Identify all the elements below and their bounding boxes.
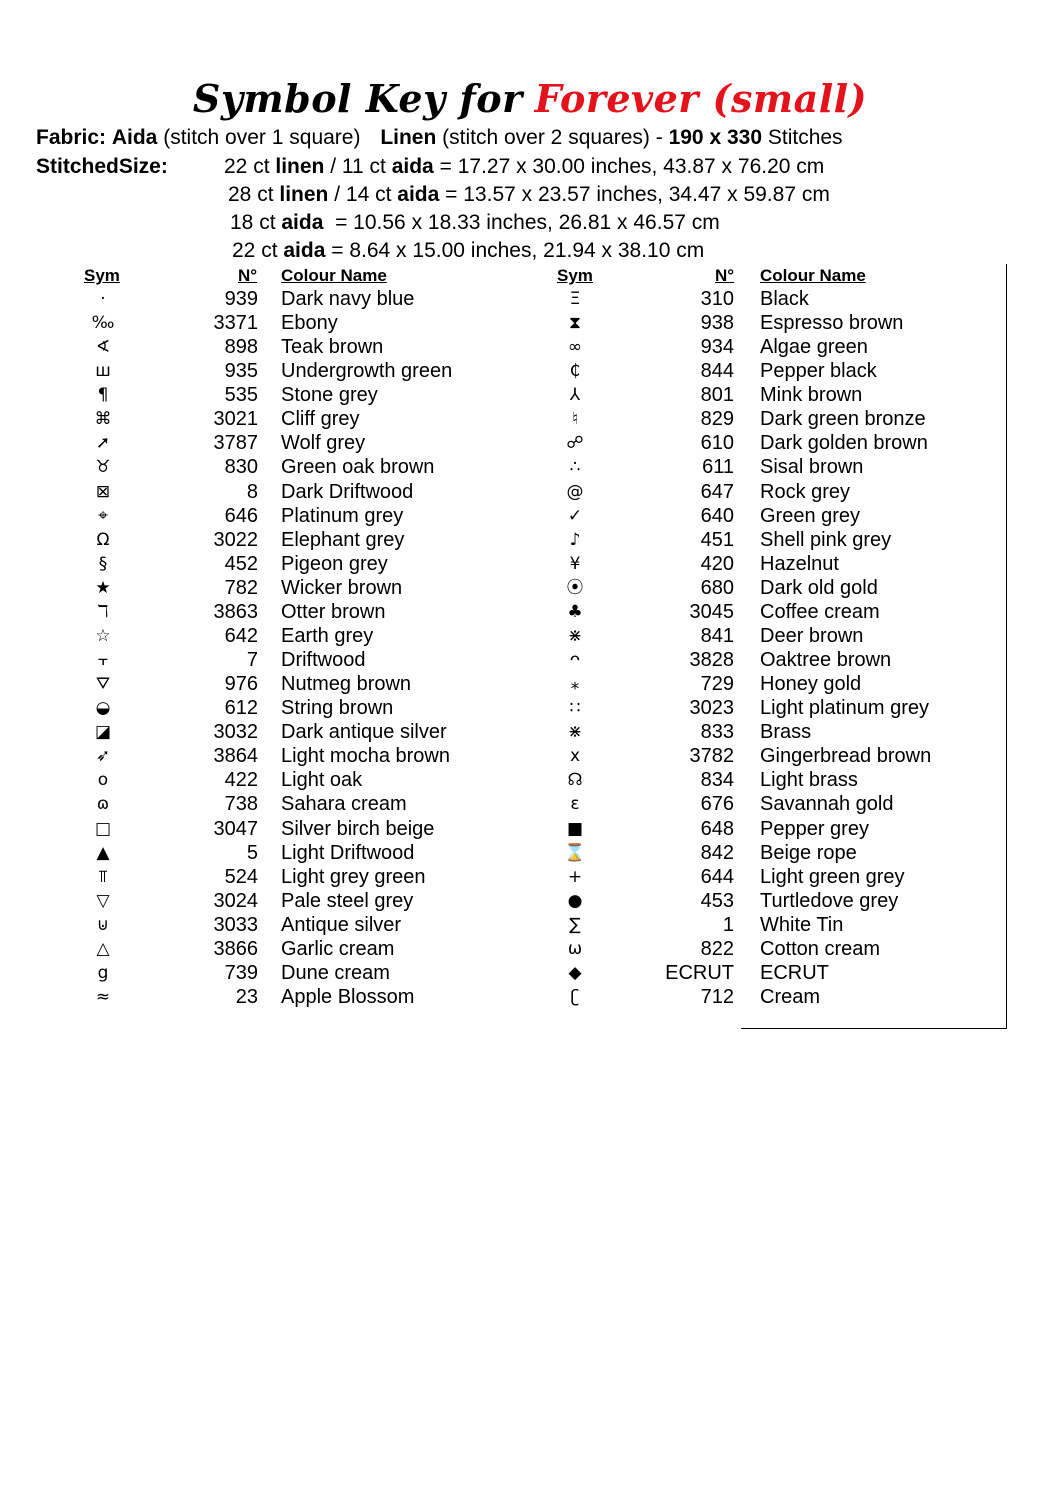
symbol: ⅄ xyxy=(569,385,581,406)
dmc-number: 830 xyxy=(224,456,258,479)
colour-name: Light brass xyxy=(760,769,858,792)
symbol: ➚ xyxy=(95,433,111,454)
dmc-number: 1 xyxy=(722,913,734,936)
symbol: △ xyxy=(96,938,110,959)
colour-name: Shell pink grey xyxy=(760,528,892,551)
symbol: ■ xyxy=(566,818,584,839)
symbol: ♣ xyxy=(567,601,583,622)
colour-name: String brown xyxy=(281,697,394,720)
colour-name: Cliff grey xyxy=(281,408,360,431)
dmc-number: 829 xyxy=(700,408,734,431)
symbol: g xyxy=(97,962,109,983)
symbol: ʗ xyxy=(570,987,580,1008)
symbol: □ xyxy=(94,818,112,839)
dmc-number: 676 xyxy=(700,793,734,816)
fabric-linen: Linen xyxy=(380,126,437,149)
symbol: ⫪ xyxy=(98,866,108,887)
symbol: ★ xyxy=(95,577,111,598)
title-prefix: Symbol Key for xyxy=(192,76,523,121)
key-row xyxy=(0,383,1060,407)
stitched-size-label: StitchedSize: xyxy=(36,155,168,178)
dmc-number: 841 xyxy=(700,624,734,647)
dmc-number: 3023 xyxy=(689,697,734,720)
dmc-number: 610 xyxy=(700,432,734,455)
size-pre: 22 ct xyxy=(224,155,270,178)
dmc-number: 452 xyxy=(224,552,258,575)
dmc-number: 3024 xyxy=(213,889,258,912)
symbol: ∢ xyxy=(95,337,111,358)
symbol: ☆ xyxy=(95,625,111,646)
key-row xyxy=(0,552,1060,576)
dmc-number: 3047 xyxy=(213,817,258,840)
symbol: + xyxy=(567,866,583,887)
colour-name: Deer brown xyxy=(760,624,864,647)
colour-name: Apple Blossom xyxy=(281,986,415,1009)
size-dimensions: = 8.64 x 15.00 inches, 21.94 x 38.10 cm xyxy=(331,239,705,262)
colour-name: Light Driftwood xyxy=(281,841,415,864)
colour-name: Otter brown xyxy=(281,600,386,623)
key-row xyxy=(0,287,1060,311)
symbol: ω xyxy=(567,938,583,959)
colour-name: Light oak xyxy=(281,769,363,792)
colour-name: Garlic cream xyxy=(281,937,395,960)
symbol: ➶ xyxy=(95,746,111,767)
symbol: ₵ xyxy=(569,361,581,382)
fabric-aida: Aida xyxy=(111,126,158,149)
key-row xyxy=(0,311,1060,335)
symbol: ⦿ xyxy=(566,577,584,598)
size-dimensions: = 10.56 x 18.33 inches, 26.81 x 46.57 cm xyxy=(329,211,720,234)
colour-name: Platinum grey xyxy=(281,504,404,527)
symbol: ∑ xyxy=(569,914,581,935)
colour-name: Pigeon grey xyxy=(281,552,388,575)
dmc-number: 7 xyxy=(246,649,258,672)
key-row xyxy=(0,335,1060,359)
colour-name: Dark antique silver xyxy=(281,721,447,744)
dmc-number: 3045 xyxy=(689,600,734,623)
colour-name: Dune cream xyxy=(281,961,390,984)
key-row xyxy=(0,889,1060,913)
colour-name: Light mocha brown xyxy=(281,745,450,768)
symbol: @ xyxy=(566,481,584,502)
symbol: ⛛ xyxy=(95,674,111,695)
dmc-number: 640 xyxy=(700,504,734,527)
colour-name: Elephant grey xyxy=(281,528,405,551)
symbol: ⫟ xyxy=(97,650,109,671)
colour-name: Sisal brown xyxy=(760,456,864,479)
colour-name: Turtledove grey xyxy=(760,889,899,912)
dmc-number: 935 xyxy=(224,360,258,383)
dmc-number: 3782 xyxy=(689,745,734,768)
dmc-number: 611 xyxy=(702,456,734,479)
dmc-number: 3864 xyxy=(213,745,258,768)
dmc-number: 834 xyxy=(700,769,734,792)
dmc-number: 738 xyxy=(224,793,258,816)
symbol: ◒ xyxy=(95,698,111,719)
symbol: ⋇ xyxy=(567,722,583,743)
symbol: ⊍ xyxy=(96,914,110,935)
colour-name: Dark old gold xyxy=(760,576,878,599)
colour-name: Wolf grey xyxy=(281,432,366,455)
size-line xyxy=(232,239,704,263)
dmc-number: 612 xyxy=(224,697,258,720)
symbol: x xyxy=(569,746,581,767)
colour-name: Antique silver xyxy=(281,913,402,936)
symbol: o xyxy=(97,770,109,791)
dmc-number: 3828 xyxy=(689,649,734,672)
key-row xyxy=(0,961,1060,985)
dmc-number: ECRUT xyxy=(665,961,734,984)
symbol: ‰ xyxy=(91,313,115,334)
size-dimensions: = 13.57 x 23.57 inches, 34.47 x 59.87 cm xyxy=(445,183,830,206)
key-row xyxy=(0,480,1060,504)
colour-name: Cream xyxy=(760,986,821,1009)
colour-name: Pepper grey xyxy=(760,817,869,840)
symbol: ⋇ xyxy=(567,625,583,646)
size-line xyxy=(224,155,824,179)
dmc-number: 938 xyxy=(700,312,734,335)
size-pre: 18 ct xyxy=(230,211,276,234)
key-row xyxy=(0,720,1060,744)
symbol: ♉ xyxy=(95,457,111,478)
key-row xyxy=(0,768,1060,792)
colour-name: Mink brown xyxy=(760,384,863,407)
colour-name: White Tin xyxy=(760,913,844,936)
colour-name: Green oak brown xyxy=(281,456,435,479)
colour-name: Dark golden brown xyxy=(760,432,928,455)
symbol: ⧗ xyxy=(569,313,581,334)
symbol: ♪ xyxy=(569,529,581,550)
symbol: ◪ xyxy=(94,722,112,743)
dmc-number: 842 xyxy=(700,841,734,864)
dmc-number: 23 xyxy=(235,986,258,1009)
colour-name: Green grey xyxy=(760,504,861,527)
size-line xyxy=(228,183,830,207)
dmc-number: 782 xyxy=(224,576,258,599)
dmc-number: 648 xyxy=(700,817,734,840)
symbol: ≈ xyxy=(95,987,111,1008)
key-row xyxy=(0,359,1060,383)
stitches-word: Stitches xyxy=(767,126,843,149)
dmc-number: 451 xyxy=(700,528,734,551)
dmc-number: 5 xyxy=(246,841,258,864)
dmc-number: 729 xyxy=(700,673,734,696)
symbol: § xyxy=(98,553,108,574)
size-mid: / 14 ct xyxy=(334,183,392,206)
colour-name: Dark navy blue xyxy=(281,288,415,310)
key-row xyxy=(0,937,1060,961)
symbol: Ξ xyxy=(569,289,581,309)
colour-name: Driftwood xyxy=(281,649,366,672)
colour-name: Hazelnut xyxy=(760,552,839,575)
symbol: ⌘ xyxy=(94,409,112,430)
colour-name: Coffee cream xyxy=(760,600,880,623)
colour-name: Earth grey xyxy=(281,624,374,647)
symbol: ∴ xyxy=(569,457,581,478)
key-row xyxy=(0,648,1060,672)
size-fabric: linen xyxy=(279,183,329,206)
dmc-number: 644 xyxy=(700,865,734,888)
colour-name: Savannah gold xyxy=(760,793,894,816)
key-row xyxy=(0,841,1060,865)
dmc-number: 822 xyxy=(700,937,734,960)
dmc-number: 3787 xyxy=(213,432,258,455)
fabric-label: Fabric: xyxy=(36,126,107,149)
colour-name: Light green grey xyxy=(760,865,905,888)
colour-name: Undergrowth green xyxy=(281,360,453,383)
symbol: ⌛ xyxy=(564,842,586,863)
dmc-number: 642 xyxy=(224,624,258,647)
size-dimensions: = 17.27 x 30.00 inches, 43.87 x 76.20 cm xyxy=(439,155,825,178)
colour-name: Gingerbread brown xyxy=(760,745,932,768)
header-name-left: Colour Name xyxy=(281,266,387,285)
colour-name: Ebony xyxy=(281,312,338,335)
size-mid: / 11 ct xyxy=(330,155,386,178)
colour-name: Dark Driftwood xyxy=(281,480,414,503)
dmc-number: 898 xyxy=(224,336,258,359)
dmc-number: 3371 xyxy=(213,312,258,335)
size-fabric: aida xyxy=(281,211,324,234)
symbol: ¶ xyxy=(97,385,109,406)
table-bottom-border xyxy=(741,1028,1007,1029)
dmc-number: 3022 xyxy=(213,528,258,551)
size-fabric: linen xyxy=(275,155,325,178)
colour-name: Cotton cream xyxy=(760,937,881,960)
colour-name: Wicker brown xyxy=(281,576,403,599)
dmc-number: 310 xyxy=(700,288,734,310)
dmc-number: 453 xyxy=(700,889,734,912)
symbol: ◆ xyxy=(568,962,582,983)
colour-name: Oaktree brown xyxy=(760,649,892,672)
dmc-number: 680 xyxy=(700,576,734,599)
colour-name: Pepper black xyxy=(760,360,877,383)
symbol: ∷ xyxy=(569,698,581,719)
symbol: ▽ xyxy=(96,890,110,911)
key-row xyxy=(0,817,1060,841)
dmc-number: 712 xyxy=(700,986,734,1009)
dmc-number: 833 xyxy=(700,721,734,744)
key-row xyxy=(0,431,1060,455)
colour-name: Honey gold xyxy=(760,673,862,696)
symbol: ▲ xyxy=(96,842,110,863)
key-row xyxy=(0,455,1060,479)
pattern-name: Forever (small) xyxy=(534,76,868,121)
dmc-number: 844 xyxy=(700,360,734,383)
symbol: ε xyxy=(570,794,580,815)
header-sym-right: Sym xyxy=(557,266,593,285)
symbol: ✓ xyxy=(567,505,583,526)
colour-name: Dark green bronze xyxy=(760,408,926,431)
dmc-number: 3866 xyxy=(213,937,258,960)
dmc-number: 3032 xyxy=(213,721,258,744)
colour-name: Light platinum grey xyxy=(760,697,929,720)
colour-name: Teak brown xyxy=(281,336,384,359)
header-name-right: Colour Name xyxy=(760,266,866,285)
colour-name: ECRUT xyxy=(760,961,829,984)
key-row xyxy=(0,600,1060,624)
dmc-number: 3033 xyxy=(213,913,258,936)
fabric-aida-note: (stitch over 1 square) xyxy=(163,126,361,149)
symbol: ♮ xyxy=(571,409,579,430)
key-row xyxy=(0,576,1060,600)
dmc-number: 934 xyxy=(700,336,734,359)
key-row xyxy=(0,985,1060,1009)
symbol: Ω xyxy=(96,529,110,550)
key-row xyxy=(0,528,1060,552)
colour-name: Sahara cream xyxy=(281,793,407,816)
key-row xyxy=(0,504,1060,528)
colour-name: Beige rope xyxy=(760,841,857,864)
dmc-number: 939 xyxy=(224,288,258,310)
key-row xyxy=(0,696,1060,720)
dmc-number: 3863 xyxy=(213,600,258,623)
size-line xyxy=(230,211,720,235)
key-row xyxy=(0,624,1060,648)
symbol: ⊠ xyxy=(95,481,111,502)
table-right-border xyxy=(1006,264,1007,1028)
fabric-line xyxy=(36,126,843,150)
symbol: ⁎ xyxy=(570,674,580,695)
dmc-number: 420 xyxy=(700,552,734,575)
dmc-number: 422 xyxy=(224,769,258,792)
key-row xyxy=(0,672,1060,696)
dmc-number: 801 xyxy=(700,384,734,407)
colour-name: Pale steel grey xyxy=(281,889,414,912)
dmc-number: 646 xyxy=(224,504,258,527)
dmc-number: 535 xyxy=(224,384,258,407)
key-row xyxy=(0,865,1060,889)
colour-name: Stone grey xyxy=(281,384,378,407)
symbol: ☊ xyxy=(567,770,583,791)
symbol: ɷ xyxy=(96,794,110,815)
size-fabric: aida xyxy=(283,239,326,262)
symbol: ¥ xyxy=(569,553,581,574)
colour-name: Algae green xyxy=(760,336,868,359)
symbol: ℸ xyxy=(97,601,109,622)
colour-name: Light grey green xyxy=(281,865,426,888)
colour-name: Black xyxy=(760,288,809,310)
dmc-number: 739 xyxy=(224,961,258,984)
colour-name: Espresso brown xyxy=(760,312,904,335)
page-title xyxy=(0,76,1060,121)
symbol: ⌖ xyxy=(98,505,108,526)
key-row xyxy=(0,407,1060,431)
symbol: · xyxy=(100,289,106,309)
colour-name: Brass xyxy=(760,721,812,744)
header-num-right: N° xyxy=(715,266,735,285)
symbol: ∞ xyxy=(567,337,583,358)
dmc-number: 3021 xyxy=(213,408,258,431)
symbol: ● xyxy=(567,890,583,911)
colour-name: Nutmeg brown xyxy=(281,673,412,696)
key-row xyxy=(0,744,1060,768)
size-fabric-2: aida xyxy=(391,155,434,178)
size-pre: 22 ct xyxy=(232,239,278,262)
symbol: ш xyxy=(95,361,111,382)
colour-name: Silver birch beige xyxy=(281,817,435,840)
symbol: ᴖ xyxy=(569,650,581,671)
dmc-number: 976 xyxy=(224,673,258,696)
colour-name: Rock grey xyxy=(760,480,851,503)
dmc-number: 524 xyxy=(224,865,258,888)
dmc-number: 647 xyxy=(700,480,734,503)
size-pre: 28 ct xyxy=(228,183,274,206)
header-sym-left: Sym xyxy=(84,266,120,285)
key-row xyxy=(0,792,1060,816)
key-row xyxy=(0,913,1060,937)
header-num-left: N° xyxy=(238,266,258,285)
stitch-count: 190 x 330 xyxy=(668,126,763,149)
symbol: ☍ xyxy=(566,433,584,454)
fabric-linen-note: (stitch over 2 squares) - xyxy=(442,126,663,149)
dmc-number: 8 xyxy=(246,480,258,503)
size-fabric-2: aida xyxy=(397,183,440,206)
